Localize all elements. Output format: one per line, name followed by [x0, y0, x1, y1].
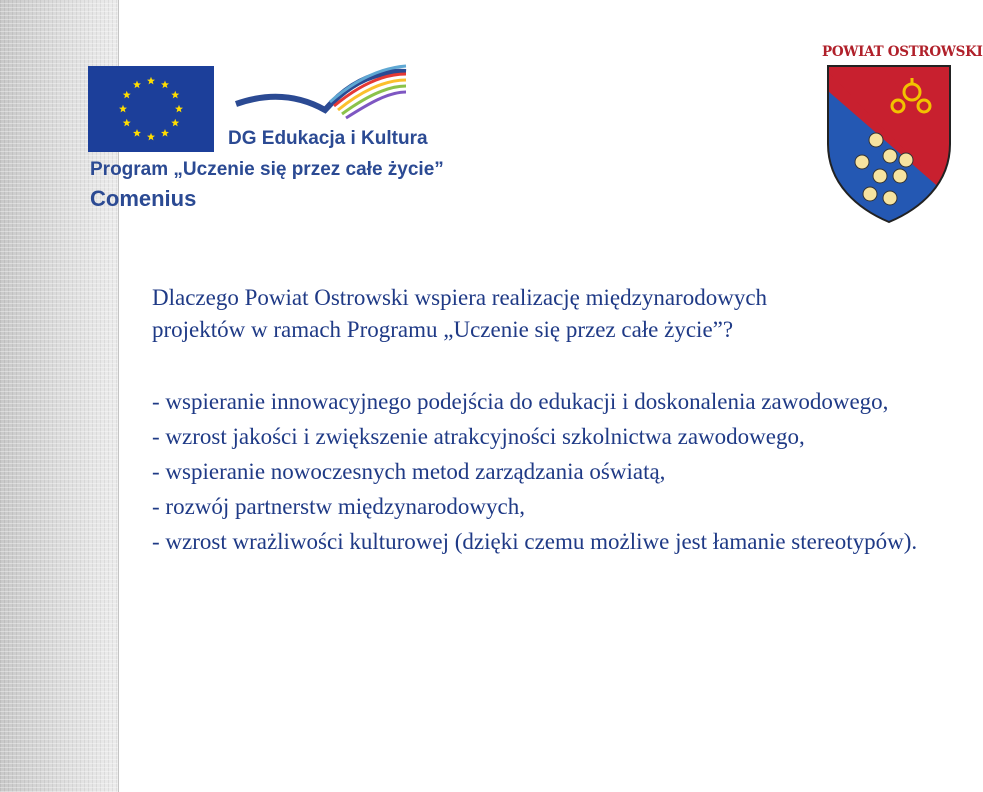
reasons-list: [152, 384, 964, 559]
heading-line-2: projektów w ramach Programu „Uczenie się przez całe życie”?: [152, 317, 734, 342]
list-item: - wzrost wrażliwości kulturowej (dzięki czemu możliwe jest łamanie stereotypów).: [152, 529, 918, 554]
heading-line-1: Dlaczego Powiat Ostrowski wspiera realizację międzynarodowych: [152, 285, 768, 310]
program-label: Program „Uczenie się przez całe życie”: [90, 159, 444, 180]
dg-education-culture-label: DG Edukacja i Kultura: [228, 128, 428, 149]
page-heading: [152, 282, 952, 346]
swoosh-logo: [230, 62, 408, 122]
list-item: - wzrost jakości i zwiększenie atrakcyjności szkolnictwa zawodowego,: [152, 424, 805, 449]
list-item: - wspieranie nowoczesnych metod zarządzania oświatą,: [152, 459, 666, 484]
crest-title: POWIAT OSTROWSKI: [822, 44, 983, 60]
eu-flag-logo: [88, 66, 214, 152]
comenius-label: Comenius: [90, 186, 197, 211]
list-item: - wspieranie innowacyjnego podejścia do edukacji i doskonalenia zawodowego,: [152, 389, 889, 414]
powiat-crest-icon: [820, 44, 983, 224]
list-item: - rozwój partnerstw międzynarodowych,: [152, 494, 525, 519]
